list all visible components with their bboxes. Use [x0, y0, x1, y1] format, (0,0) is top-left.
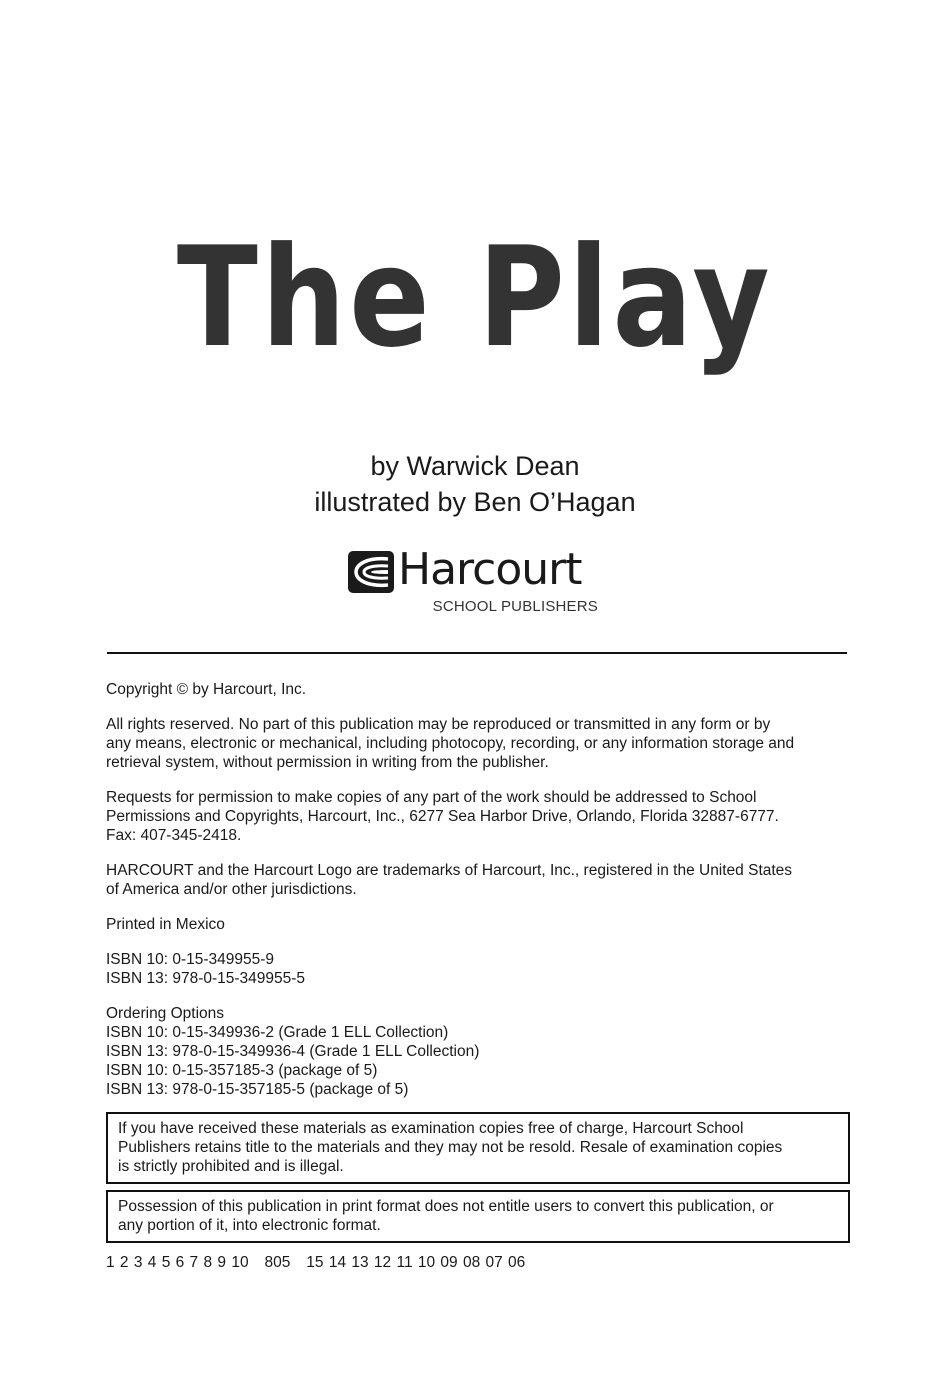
print-line: 1 2 3 4 5 6 7 8 9 10 805 15 14 13 12 11 10 09 08 07 06	[106, 1254, 526, 1271]
rights-line: All rights reserved. No part of this publication may be reproduced or transmitted in any form or by	[106, 716, 771, 733]
ordering-heading: Ordering Options	[106, 1005, 225, 1022]
isbn-line: ISBN 10: 0-15-349955-9	[106, 951, 275, 968]
copyright-block	[106, 680, 848, 1272]
requests-line: Permissions and Copyrights, Harcourt, Inc., 6277 Sea Harbor Drive, Orlando, Florida 32887-6777.	[106, 808, 779, 825]
credits	[0, 448, 950, 520]
book-title: The Play	[176, 217, 774, 378]
isbn-line: ISBN 13: 978-0-15-349955-5	[106, 970, 306, 987]
isbn-block	[106, 950, 848, 988]
requests-line: Requests for permission to make copies of any part of the work should be addressed to School	[106, 789, 757, 806]
ordering-line: ISBN 13: 978-0-15-349936-4 (Grade 1 ELL Collection)	[106, 1043, 480, 1060]
ordering-line: ISBN 13: 978-0-15-357185-5 (package of 5)	[106, 1081, 409, 1098]
printed-in: Printed in Mexico	[106, 916, 225, 933]
rights-paragraph	[106, 715, 848, 772]
trademarks-line: HARCOURT and the Harcourt Logo are trademarks of Harcourt, Inc., registered in the United States	[106, 862, 793, 879]
trademarks-paragraph	[106, 861, 848, 899]
logo-subtitle: SCHOOL PUBLISHERS	[432, 598, 598, 615]
ordering-options	[106, 1004, 848, 1099]
harcourt-logo-mark-icon	[348, 551, 394, 593]
requests-line: Fax: 407-345-2418.	[106, 827, 242, 844]
publisher-logo	[348, 544, 600, 620]
notice-line: Publishers retains title to the materials and they may not be resold. Resale of examination copies	[118, 1139, 783, 1156]
notice-line: is strictly prohibited and is illegal.	[118, 1158, 344, 1175]
notice-line: If you have received these materials as examination copies free of charge, Harcourt School	[118, 1120, 744, 1137]
examination-notice-box	[106, 1112, 850, 1184]
logo-wordmark: Harcourt	[398, 544, 582, 595]
requests-paragraph	[106, 788, 848, 845]
ordering-line: ISBN 10: 0-15-349936-2 (Grade 1 ELL Collection)	[106, 1024, 449, 1041]
author-line: by Warwick Dean	[370, 451, 580, 481]
illustrator-line: illustrated by Ben O’Hagan	[314, 487, 636, 517]
copyright-line: Copyright © by Harcourt, Inc.	[106, 681, 307, 698]
notice-line: Possession of this publication in print format does not entitle users to convert this publication, or	[118, 1198, 774, 1215]
notice-line: any portion of it, into electronic format.	[118, 1217, 381, 1234]
trademarks-line: of America and/or other jurisdictions.	[106, 881, 357, 898]
rights-line: retrieval system, without permission in writing from the publisher.	[106, 754, 549, 771]
electronic-notice-box	[106, 1190, 850, 1243]
divider	[107, 652, 847, 654]
rights-line: any means, electronic or mechanical, including photocopy, recording, or any information storage and	[106, 735, 795, 752]
ordering-line: ISBN 10: 0-15-357185-3 (package of 5)	[106, 1062, 378, 1079]
